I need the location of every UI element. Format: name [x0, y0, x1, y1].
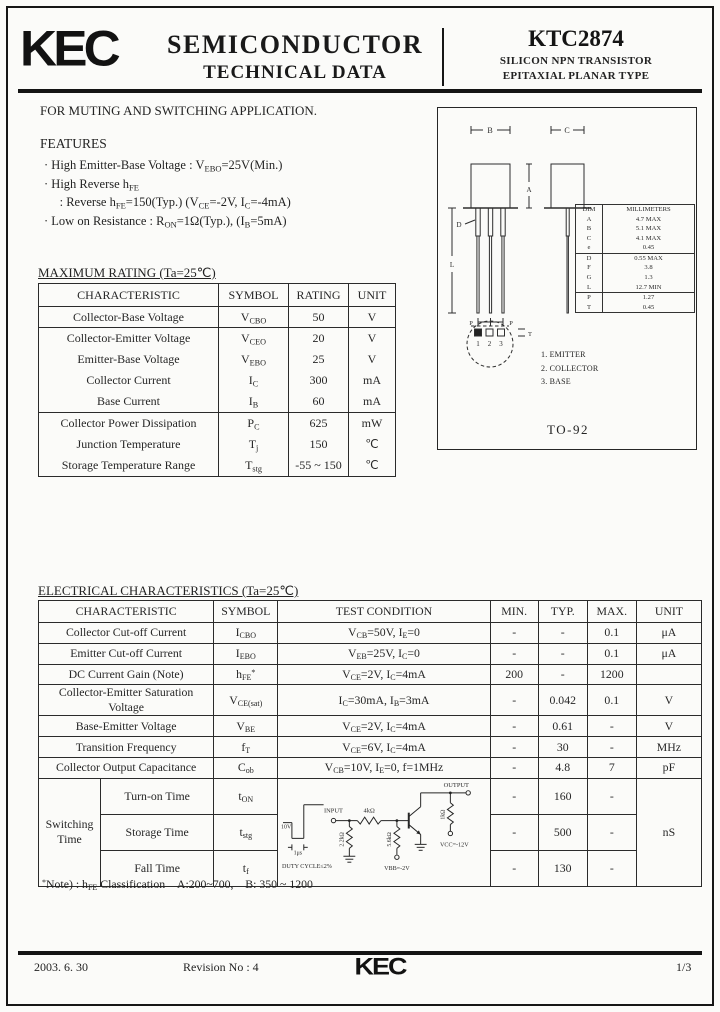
table-row: [39, 307, 396, 328]
characteristic-cell: Junction Temperature: [39, 434, 219, 455]
symbol-cell: $V_{CE(sat)}$: [214, 685, 278, 716]
typ-cell: -: [538, 623, 587, 644]
min-cell: -: [490, 757, 538, 778]
typ-cell: 160: [538, 778, 587, 814]
table-row: [39, 685, 702, 716]
table-row: [576, 303, 695, 313]
column-header: CHARACTERISTIC: [39, 601, 214, 623]
pin-assignment: 2. COLLECTOR: [541, 363, 599, 373]
unit-cell: μA: [636, 643, 701, 664]
vcc-label: VCC=-12V: [440, 842, 469, 849]
characteristic-cell: Emitter-Base Voltage: [39, 349, 219, 370]
value-cell: 0.45: [603, 303, 695, 313]
footer-kec-logo: KEC: [354, 953, 406, 980]
value-cell: 0.55 MAX: [603, 253, 695, 263]
max-cell: -: [587, 716, 636, 737]
unit-cell: nS: [636, 778, 701, 886]
table-row: [39, 370, 396, 391]
output-label: OUTPUT: [443, 781, 470, 789]
symbol-cell: $t_{stg}$: [214, 814, 278, 850]
table-row: [39, 412, 396, 433]
table-row: [576, 283, 695, 293]
value-cell: 3.8: [603, 263, 695, 273]
typ-cell: 0.61: [538, 716, 587, 737]
pin-assignment: 3. BASE: [541, 377, 571, 386]
typ-cell: 4.8: [538, 757, 587, 778]
dim-cell: A: [576, 215, 603, 225]
symbol-cell: $T_j$: [219, 434, 289, 455]
characteristic-cell: Fall Time: [101, 850, 214, 886]
max-rating-heading: MAXIMUM RATING (Ta=25℃): [38, 265, 216, 280]
characteristic-cell: Transition Frequency: [39, 737, 214, 758]
table-row: [39, 778, 702, 814]
table-row: [39, 757, 702, 778]
characteristic-cell: Collector Current: [39, 370, 219, 391]
dim-label-a: A: [526, 186, 532, 194]
doc-title: SEMICONDUCTOR: [167, 30, 423, 59]
column-header: MILLIMETERS: [603, 205, 695, 215]
duty-cycle-label: DUTY CYCLE≤2%: [282, 863, 333, 870]
dim-label-l: L: [449, 261, 455, 269]
column-header: MAX.: [587, 601, 636, 623]
table-row: [39, 716, 702, 737]
features-heading: FEATURES: [40, 136, 107, 151]
doc-subtitle: TECHNICAL DATA: [203, 62, 387, 83]
unit-cell: mW: [349, 412, 396, 433]
unit-cell: V: [349, 328, 396, 349]
package-name: TO-92: [547, 422, 589, 437]
symbol-cell: $I_C$: [219, 370, 289, 391]
unit-cell: mA: [349, 391, 396, 412]
features-list: [44, 156, 291, 230]
rating-cell: 25: [289, 349, 349, 370]
table-row: [576, 234, 695, 244]
characteristic-cell: Collector Cut-off Current: [39, 623, 214, 644]
max-cell: 1200: [587, 664, 636, 685]
dim-cell: C: [576, 234, 603, 244]
dimension-table: [575, 204, 695, 313]
characteristic-cell: Base Current: [39, 391, 219, 412]
min-cell: -: [490, 643, 538, 664]
test-condition-cell: $I_C=30mA$, $I_B=3mA$: [278, 685, 490, 716]
symbol-cell: $I_B$: [219, 391, 289, 412]
dim-cell: P: [576, 293, 603, 303]
symbol-cell: $f_T$: [214, 737, 278, 758]
hfe-classification-note: *Note) : $h_{FE}$ Classification A:200~700, B: 350 ~ 1200: [42, 877, 313, 893]
input-shunt-resistor-label: 2.2kΩ: [339, 832, 346, 847]
value-cell: 4.7 MAX: [603, 215, 695, 225]
table-row: [576, 273, 695, 283]
characteristic-cell: Collector-Emitter Voltage: [39, 328, 219, 349]
characteristic-cell: Storage Time: [101, 814, 214, 850]
symbol-cell: $P_C$: [219, 412, 289, 433]
min-cell: -: [490, 737, 538, 758]
table-row: [576, 263, 695, 273]
min-cell: -: [490, 778, 538, 814]
dim-cell: G: [576, 273, 603, 283]
column-header: MIN.: [490, 601, 538, 623]
value-cell: 4.1 MAX: [603, 234, 695, 244]
table-row: [39, 328, 396, 349]
rating-cell: -55 ~ 150: [289, 455, 349, 476]
feature-item: · Low on Resistance : $R_{ON}=1\Omega(Typ.)$, $(I_B=5mA)$: [44, 213, 287, 229]
load-resistor-label: 1kΩ: [440, 809, 447, 820]
pulse-amplitude-label: 10V: [281, 824, 292, 831]
characteristic-cell: Collector Power Dissipation: [39, 412, 219, 433]
symbol-cell: $V_{BE}$: [214, 716, 278, 737]
column-header: UNIT: [349, 284, 396, 307]
table-row: [39, 349, 396, 370]
unit-cell: V: [636, 716, 701, 737]
switching-group-cell: Switching Time: [39, 778, 101, 886]
min-cell: -: [490, 716, 538, 737]
test-circuit-cell: [278, 778, 490, 886]
column-header: SYMBOL: [214, 601, 278, 623]
symbol-cell: $I_{CBO}$: [214, 623, 278, 644]
pin-assignment-list: [541, 348, 598, 389]
rating-cell: 150: [289, 434, 349, 455]
column-header: CHARACTERISTIC: [39, 284, 219, 307]
electrical-characteristics-heading: ELECTRICAL CHARACTERISTICS (Ta=25℃): [38, 583, 299, 598]
dim-label-b: B: [487, 126, 493, 135]
table-row: [39, 434, 396, 455]
pin-number-1: 1: [476, 340, 480, 348]
symbol-cell: $t_{ON}$: [214, 778, 278, 814]
characteristic-cell: Collector Output Capacitance: [39, 757, 214, 778]
dim-cell: B: [576, 224, 603, 234]
dim-cell: L: [576, 283, 603, 293]
rating-cell: 20: [289, 328, 349, 349]
characteristic-cell: Emitter Cut-off Current: [39, 643, 214, 664]
dim-label-d: D: [456, 221, 462, 229]
rating-cell: 60: [289, 391, 349, 412]
characteristic-cell: Turn-on Time: [101, 778, 214, 814]
column-header: TEST CONDITION: [278, 601, 490, 623]
characteristic-cell: Storage Temperature Range: [39, 455, 219, 476]
table-header-row: [576, 205, 695, 215]
rating-cell: 300: [289, 370, 349, 391]
column-header: DIM: [576, 205, 603, 215]
header-rule: [18, 89, 702, 93]
table-header-row: [39, 284, 396, 307]
max-cell: -: [587, 814, 636, 850]
value-cell: 12.7 MIN: [603, 283, 695, 293]
electrical-characteristics-table: [38, 600, 702, 887]
max-cell: 7: [587, 757, 636, 778]
typ-cell: 500: [538, 814, 587, 850]
test-condition-cell: $V_{EB}=25V$, $I_C=0$: [278, 643, 490, 664]
footer-revision: Revision No : 4: [183, 960, 259, 974]
dim-cell: T: [576, 303, 603, 313]
table-row: [39, 391, 396, 412]
dim-cell: e: [576, 243, 603, 253]
unit-cell: μA: [636, 623, 701, 644]
symbol-cell: $T_{stg}$: [219, 455, 289, 476]
table-row: [39, 623, 702, 644]
dim-label-p-right: P: [509, 320, 513, 327]
switching-test-circuit-diagram: [280, 779, 490, 882]
table-row: [576, 243, 695, 253]
application-line: FOR MUTING AND SWITCHING APPLICATION.: [40, 103, 317, 118]
table-row: [39, 737, 702, 758]
dim-label-t: T: [528, 331, 532, 338]
footer-page-number: 1/3: [676, 960, 692, 974]
characteristic-cell: Collector-Emitter Saturation Voltage: [39, 685, 214, 716]
max-cell: -: [587, 737, 636, 758]
max-cell: -: [587, 778, 636, 814]
unit-cell: [636, 664, 701, 685]
max-cell: 0.1: [587, 685, 636, 716]
column-header: SYMBOL: [219, 284, 289, 307]
max-rating-table: [38, 283, 396, 477]
typ-cell: 30: [538, 737, 587, 758]
device-type-line1: SILICON NPN TRANSISTOR: [499, 55, 653, 67]
column-header: UNIT: [636, 601, 701, 623]
test-condition-cell: $V_{CE}=6V$, $I_C=4mA$: [278, 737, 490, 758]
symbol-cell: $t_f$: [214, 850, 278, 886]
feature-item: : Reverse $h_{FE}=150(Typ.)$ ($V_{CE}=-2V$, $I_C=-4mA$): [44, 195, 291, 211]
typ-cell: 0.042: [538, 685, 587, 716]
test-condition-cell: $V_{CE}=2V$, $I_C=4mA$: [278, 664, 490, 685]
package-outline-box: [437, 107, 697, 450]
table-row: [39, 664, 702, 685]
feature-item: · High Emitter-Base Voltage : $V_{EBO}=25V(Min.)$: [44, 158, 283, 174]
test-condition-cell: $V_{CE}=2V$, $I_C=4mA$: [278, 716, 490, 737]
pulse-width-label: 1μs: [293, 850, 303, 857]
unit-cell: ℃: [349, 455, 396, 476]
unit-cell: V: [349, 307, 396, 328]
kec-logo: KEC: [20, 21, 117, 77]
unit-cell: MHz: [636, 737, 701, 758]
dim-label-c: C: [564, 126, 570, 135]
series-resistor-label: 4kΩ: [363, 807, 376, 815]
feature-item: · High Reverse $h_{FE}$: [44, 176, 139, 192]
pin-number-2: 2: [487, 340, 492, 348]
pin-assignment: 1. EMITTER: [541, 350, 586, 359]
characteristic-cell: Collector-Base Voltage: [39, 307, 219, 328]
part-number: KTC2874: [528, 26, 624, 51]
max-cell: 0.1: [587, 643, 636, 664]
symbol-cell: $h_{FE}^*$: [214, 664, 278, 685]
symbol-cell: $V_{EBO}$: [219, 349, 289, 370]
pin-number-3: 3: [499, 340, 503, 348]
footer-date: 2003. 6. 30: [34, 960, 88, 974]
min-cell: -: [490, 850, 538, 886]
table-row: [576, 253, 695, 263]
max-cell: 0.1: [587, 623, 636, 644]
value-cell: 0.45: [603, 243, 695, 253]
unit-cell: V: [349, 349, 396, 370]
min-cell: -: [490, 814, 538, 850]
typ-cell: -: [538, 664, 587, 685]
symbol-cell: $I_{EBO}$: [214, 643, 278, 664]
input-label: INPUT: [324, 807, 344, 815]
header-divider: [442, 28, 444, 86]
column-header: RATING: [289, 284, 349, 307]
table-row: [576, 215, 695, 225]
vbb-label: VBB=-2V: [384, 865, 411, 872]
typ-cell: -: [538, 643, 587, 664]
dim-label-p-left: P: [469, 320, 473, 327]
typ-cell: 130: [538, 850, 587, 886]
unit-cell: V: [636, 685, 701, 716]
symbol-cell: $V_{CEO}$: [219, 328, 289, 349]
rating-cell: 625: [289, 412, 349, 433]
unit-cell: pF: [636, 757, 701, 778]
dim-cell: D: [576, 253, 603, 263]
value-cell: 5.1 MAX: [603, 224, 695, 234]
rating-cell: 50: [289, 307, 349, 328]
table-row: [576, 224, 695, 234]
dim-cell: F: [576, 263, 603, 273]
unit-cell: ℃: [349, 434, 396, 455]
characteristic-cell: Base-Emitter Voltage: [39, 716, 214, 737]
table-header-row: [39, 601, 702, 623]
test-condition-cell: $V_{CB}=50V$, $I_E=0$: [278, 623, 490, 644]
characteristic-cell: DC Current Gain (Note): [39, 664, 214, 685]
symbol-cell: $V_{CBO}$: [219, 307, 289, 328]
base-resistor-label: 5.6kΩ: [387, 832, 394, 847]
table-row: [39, 643, 702, 664]
test-condition-cell: $V_{CB}=10V$, $I_E=0$, f=1MHz: [278, 757, 490, 778]
unit-cell: mA: [349, 370, 396, 391]
symbol-cell: $C_{ob}$: [214, 757, 278, 778]
column-header: TYP.: [538, 601, 587, 623]
min-cell: 200: [490, 664, 538, 685]
table-row: [39, 455, 396, 476]
table-row: [576, 293, 695, 303]
min-cell: -: [490, 623, 538, 644]
device-type-line2: EPITAXIAL PLANAR TYPE: [502, 70, 650, 82]
min-cell: -: [490, 685, 538, 716]
value-cell: 1.27: [603, 293, 695, 303]
value-cell: 1.3: [603, 273, 695, 283]
max-cell: -: [587, 850, 636, 886]
